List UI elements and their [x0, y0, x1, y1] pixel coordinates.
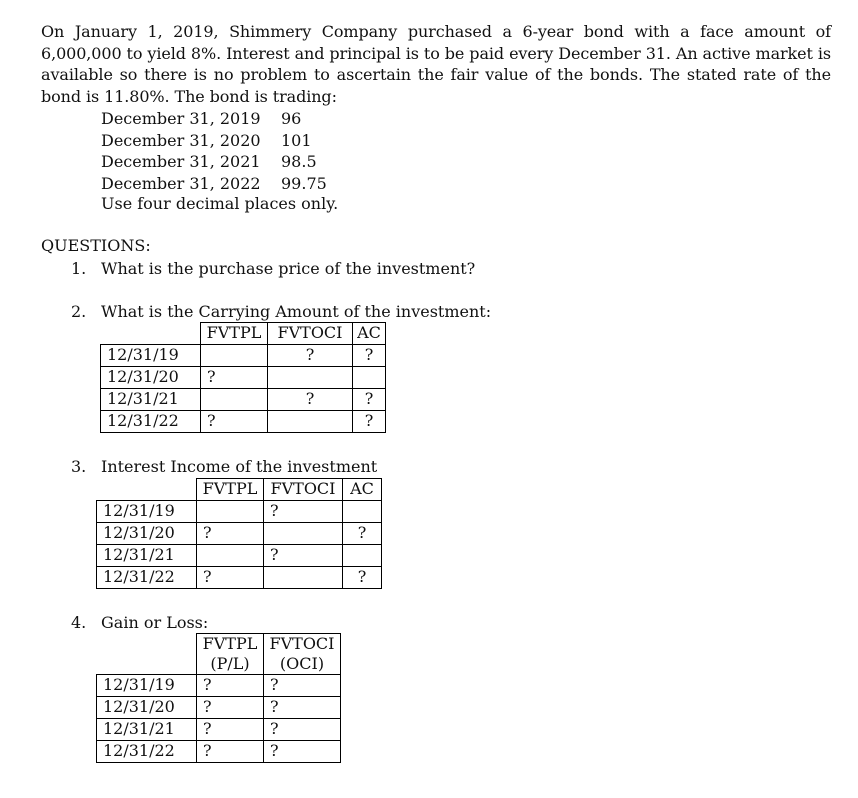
fvtpl-cell — [197, 501, 264, 523]
trading-prices-list — [101, 108, 327, 194]
question-number: 2. — [71, 302, 87, 321]
column-header: FVTOCI — [264, 479, 343, 501]
fvtpl-cell — [201, 389, 268, 411]
ac-cell — [343, 501, 382, 523]
column-header — [264, 634, 341, 675]
column-header: FVTPL — [197, 479, 264, 501]
ac-cell: ? — [353, 345, 386, 367]
trading-price-row — [101, 151, 327, 173]
question-number: 1. — [71, 259, 87, 278]
ac-cell: ? — [353, 389, 386, 411]
fvtpl-cell: ? — [197, 697, 264, 719]
table-header-row — [101, 323, 386, 345]
column-header-line: (OCI) — [279, 654, 325, 673]
trading-price-row — [101, 130, 327, 152]
fvtoci-cell: ? — [268, 345, 353, 367]
trading-price-row — [101, 108, 327, 130]
question-number: 3. — [71, 457, 87, 476]
table-row — [97, 523, 382, 545]
fvtpl-cell: ? — [197, 741, 264, 763]
trading-date: December 31, 2021 — [101, 152, 261, 172]
table-row — [97, 567, 382, 589]
column-header — [197, 634, 264, 675]
table-row — [101, 345, 386, 367]
question-number: 4. — [71, 613, 87, 632]
column-header-line: FVTPL — [202, 634, 258, 653]
table-row — [97, 697, 341, 719]
row-date: 12/31/19 — [101, 345, 201, 367]
fvtoci-cell: ? — [264, 545, 343, 567]
row-date: 12/31/21 — [101, 389, 201, 411]
corner-cell — [97, 479, 197, 501]
table-row — [97, 545, 382, 567]
table-row — [97, 741, 341, 763]
column-header: AC — [343, 479, 382, 501]
carrying-amount-table — [100, 322, 386, 433]
row-date: 12/31/19 — [97, 675, 197, 697]
row-date: 12/31/19 — [97, 501, 197, 523]
fvtoci-cell: ? — [264, 501, 343, 523]
row-date: 12/31/21 — [97, 719, 197, 741]
table-row — [97, 501, 382, 523]
fvtoci-cell — [268, 411, 353, 433]
gain-loss-table — [96, 633, 341, 763]
question-text: Gain or Loss: — [101, 613, 209, 632]
table-header-row — [97, 634, 341, 675]
fvtoci-cell: ? — [264, 719, 341, 741]
column-header: FVTPL — [201, 323, 268, 345]
row-date: 12/31/20 — [97, 523, 197, 545]
row-date: 12/31/22 — [97, 567, 197, 589]
row-date: 12/31/21 — [97, 545, 197, 567]
question-text: Interest Income of the investment — [101, 457, 378, 476]
fvtoci-cell: ? — [264, 675, 341, 697]
fvtoci-cell: ? — [264, 697, 341, 719]
corner-cell — [97, 634, 197, 675]
column-header-line: (P/L) — [210, 654, 250, 673]
table-row — [101, 411, 386, 433]
fvtoci-cell — [264, 567, 343, 589]
question-text: What is the Carrying Amount of the investment: — [101, 302, 492, 321]
row-date: 12/31/22 — [101, 411, 201, 433]
column-header: FVTOCI — [268, 323, 353, 345]
ac-cell — [353, 367, 386, 389]
fvtoci-cell — [268, 367, 353, 389]
corner-cell — [101, 323, 201, 345]
trading-price-row — [101, 173, 327, 195]
fvtpl-cell: ? — [201, 367, 268, 389]
fvtpl-cell: ? — [197, 675, 264, 697]
row-date: 12/31/20 — [97, 697, 197, 719]
ac-cell: ? — [343, 567, 382, 589]
fvtpl-cell: ? — [197, 523, 264, 545]
table-row — [97, 719, 341, 741]
fvtpl-cell — [201, 345, 268, 367]
ac-cell — [343, 545, 382, 567]
trading-date: December 31, 2019 — [101, 109, 261, 128]
interest-income-table — [96, 478, 382, 589]
problem-statement: On January 1, 2019, Shimmery Company purchased a 6-year bond with a face amount of 6,000,000 to yield 8%. Interest and principal is to be paid every December 31. An active market is available so there is no problem to ascertain the fair value of the bonds. The stated rate of the bond is 11.80%. The bond is trading: — [41, 22, 831, 106]
row-date: 12/31/22 — [97, 741, 197, 763]
trading-date: December 31, 2020 — [101, 130, 261, 150]
trading-price: 101 — [281, 130, 312, 150]
trading-price: 98.5 — [281, 152, 317, 172]
column-header-line: FVTOCI — [269, 634, 335, 653]
table-row — [101, 367, 386, 389]
row-date: 12/31/20 — [101, 367, 201, 389]
fvtpl-cell: ? — [197, 719, 264, 741]
fvtpl-cell: ? — [197, 567, 264, 589]
fvtoci-cell: ? — [268, 389, 353, 411]
questions-heading: QUESTIONS: — [41, 236, 151, 255]
fvtoci-cell: ? — [264, 741, 341, 763]
trading-price: 99.75 — [281, 173, 327, 193]
ac-cell: ? — [343, 523, 382, 545]
table-header-row — [97, 479, 382, 501]
column-header: AC — [353, 323, 386, 345]
fvtpl-cell: ? — [201, 411, 268, 433]
question-text: What is the purchase price of the investment? — [101, 259, 476, 278]
decimal-note: Use four decimal places only. — [101, 194, 339, 213]
table-row — [97, 675, 341, 697]
fvtoci-cell — [264, 523, 343, 545]
table-row — [101, 389, 386, 411]
trading-date: December 31, 2022 — [101, 173, 261, 193]
ac-cell: ? — [353, 411, 386, 433]
trading-price: 96 — [281, 109, 302, 128]
fvtpl-cell — [197, 545, 264, 567]
